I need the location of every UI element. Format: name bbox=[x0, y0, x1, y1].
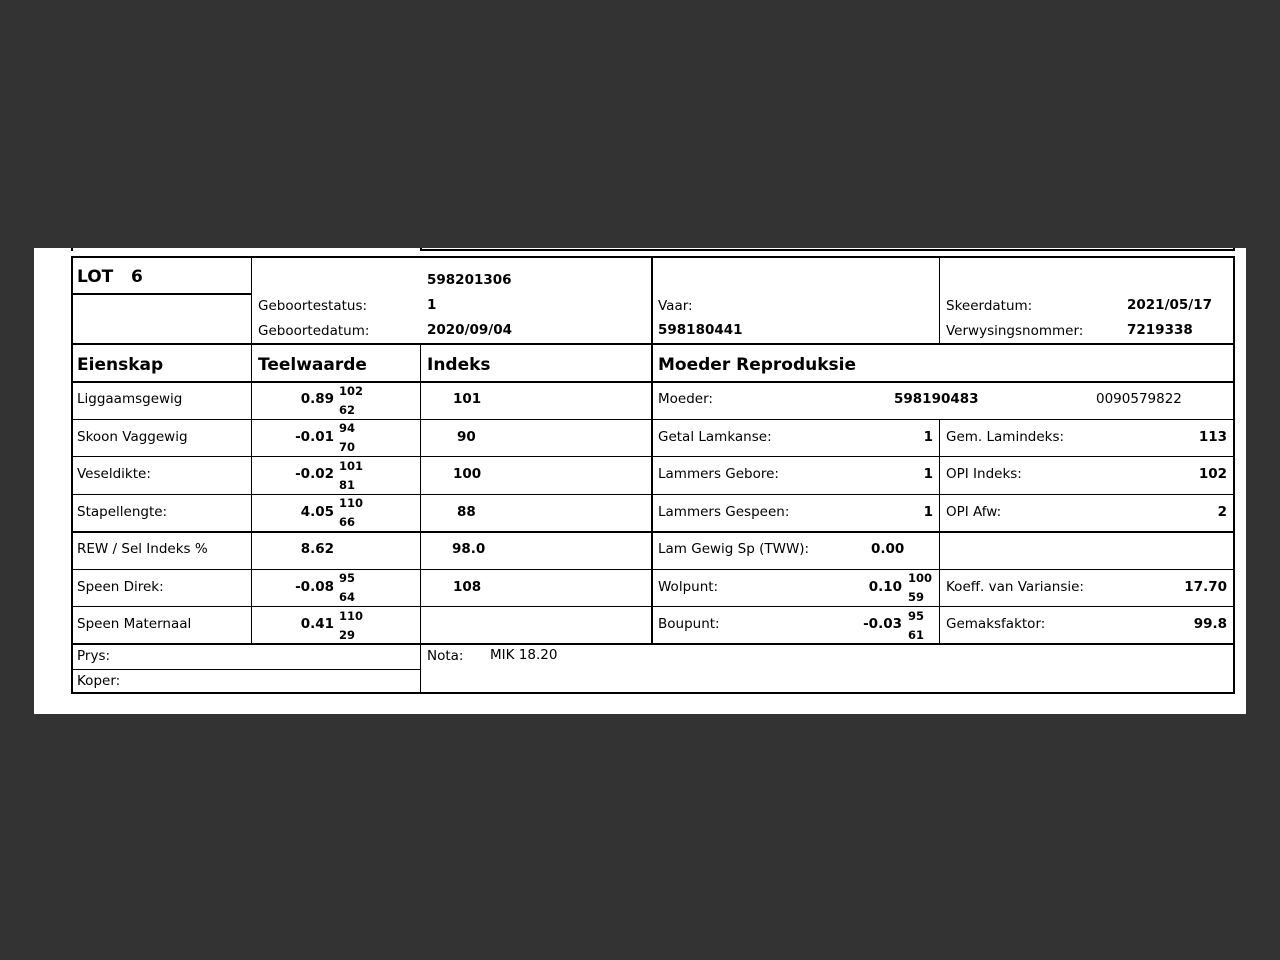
prev-card-border bbox=[420, 249, 1235, 251]
buyer-label: Koper: bbox=[77, 673, 121, 689]
sire-label: Vaar: bbox=[658, 298, 693, 314]
avg-lamb-index-value: 113 bbox=[1198, 429, 1227, 445]
reference-number-label: Verwysingsnommer: bbox=[946, 323, 1084, 339]
trait-value: 8.62 bbox=[300, 541, 334, 557]
row-line bbox=[71, 456, 1235, 457]
header-index: Indeks bbox=[427, 355, 491, 375]
trait-value: -0.02 bbox=[295, 466, 334, 482]
birth-status-label: Geboortestatus: bbox=[258, 298, 368, 314]
lamb-chances-label: Getal Lamkanse: bbox=[658, 429, 772, 445]
trait-accuracy-top: 94 bbox=[339, 421, 356, 435]
trait-name: Speen Direk: bbox=[77, 579, 164, 595]
auction-lot-card bbox=[34, 248, 1246, 714]
row-line bbox=[71, 381, 1235, 383]
trait-name: Skoon Vaggewig bbox=[77, 429, 188, 445]
lambs-weaned-value: 1 bbox=[923, 504, 933, 520]
trait-accuracy-top: 102 bbox=[339, 384, 364, 398]
trait-value: -0.01 bbox=[295, 429, 334, 445]
header-dam-reproduction: Moeder Reproduksie bbox=[658, 355, 857, 375]
opi-deviation-value: 2 bbox=[1217, 504, 1227, 520]
prev-card-border bbox=[71, 248, 73, 251]
build-score-value: -0.03 bbox=[863, 616, 902, 632]
reference-number-value: 7219338 bbox=[1127, 322, 1193, 338]
trait-accuracy-top: 101 bbox=[339, 459, 364, 473]
frame-left bbox=[71, 256, 73, 694]
birth-status-value: 1 bbox=[427, 297, 437, 313]
trait-accuracy-top: 110 bbox=[339, 496, 364, 510]
frame-bottom bbox=[71, 692, 1235, 694]
trait-accuracy-top: 110 bbox=[339, 609, 364, 623]
frame-top bbox=[71, 256, 1235, 258]
birth-date-label: Geboortedatum: bbox=[258, 323, 370, 339]
lot-number: 6 bbox=[131, 267, 143, 287]
build-accuracy-top: 95 bbox=[908, 609, 925, 623]
shearing-date-value: 2021/05/17 bbox=[1127, 297, 1213, 313]
lambs-weaned-label: Lammers Gespeen: bbox=[658, 504, 790, 520]
row-line bbox=[71, 494, 1235, 495]
lamb-weight-value: 0.00 bbox=[871, 541, 905, 557]
trait-value: 0.41 bbox=[300, 616, 334, 632]
opi-index-label: OPI Indeks: bbox=[946, 466, 1022, 482]
header-trait: Eienskap bbox=[77, 355, 164, 375]
row-line bbox=[71, 531, 1235, 533]
note-label: Nota: bbox=[427, 648, 464, 664]
trait-accuracy-bottom: 81 bbox=[339, 478, 356, 492]
dam-label: Moeder: bbox=[658, 391, 713, 407]
lambs-born-label: Lammers Gebore: bbox=[658, 466, 779, 482]
price-label: Prys: bbox=[77, 648, 111, 664]
trait-index: 108 bbox=[453, 579, 482, 595]
opi-deviation-label: OPI Afw: bbox=[946, 504, 1002, 520]
build-accuracy-bottom: 61 bbox=[908, 628, 925, 642]
wool-accuracy-bottom: 59 bbox=[908, 590, 925, 604]
trait-accuracy-bottom: 62 bbox=[339, 403, 356, 417]
trait-index: 90 bbox=[457, 429, 476, 445]
header-breeding-value: Teelwaarde bbox=[258, 355, 367, 375]
trait-index: 88 bbox=[457, 504, 476, 520]
trait-name: Stapellengte: bbox=[77, 504, 168, 520]
birth-date-value: 2020/09/04 bbox=[427, 322, 513, 338]
trait-name: Speen Maternaal bbox=[77, 616, 192, 632]
trait-value: 0.89 bbox=[300, 391, 334, 407]
opi-index-value: 102 bbox=[1198, 466, 1227, 482]
lot-box-border bbox=[71, 293, 251, 295]
trait-accuracy-bottom: 70 bbox=[339, 440, 356, 454]
row-line bbox=[71, 419, 1235, 420]
row-line bbox=[71, 606, 1235, 607]
divider bbox=[939, 256, 940, 344]
frame-right bbox=[1233, 256, 1235, 694]
trait-accuracy-top: 95 bbox=[339, 571, 356, 585]
dam-code: 0090579822 bbox=[1096, 391, 1182, 407]
lamb-weight-label: Lam Gewig Sp (TWW): bbox=[658, 541, 810, 557]
row-line bbox=[71, 669, 421, 670]
shearing-date-label: Skeerdatum: bbox=[946, 298, 1033, 314]
trait-index: 101 bbox=[453, 391, 482, 407]
trait-name: Liggaamsgewig bbox=[77, 391, 183, 407]
trait-index: 98.0 bbox=[452, 541, 486, 557]
trait-accuracy-bottom: 29 bbox=[339, 628, 356, 642]
divider bbox=[251, 256, 252, 644]
trait-index: 100 bbox=[453, 466, 482, 482]
avg-lamb-index-label: Gem. Lamindeks: bbox=[946, 429, 1065, 445]
divider bbox=[420, 343, 421, 694]
comfort-factor-value: 99.8 bbox=[1193, 616, 1227, 632]
trait-accuracy-bottom: 64 bbox=[339, 590, 356, 604]
trait-value: -0.08 bbox=[295, 579, 334, 595]
note-value: MIK 18.20 bbox=[490, 647, 558, 663]
wool-score-label: Wolpunt: bbox=[658, 579, 719, 595]
row-line bbox=[71, 343, 1235, 345]
variance-coefficient-label: Koeff. van Variansie: bbox=[946, 579, 1084, 595]
trait-value: 4.05 bbox=[300, 504, 334, 520]
wool-accuracy-top: 100 bbox=[908, 571, 933, 585]
lot-label: LOT bbox=[77, 267, 114, 287]
sire-id: 598180441 bbox=[658, 322, 743, 338]
build-score-label: Boupunt: bbox=[658, 616, 720, 632]
animal-id: 598201306 bbox=[427, 272, 512, 288]
trait-name: REW / Sel Indeks % bbox=[77, 541, 208, 557]
lamb-chances-value: 1 bbox=[923, 429, 933, 445]
trait-accuracy-bottom: 66 bbox=[339, 515, 356, 529]
variance-coefficient-value: 17.70 bbox=[1184, 579, 1227, 595]
comfort-factor-label: Gemaksfaktor: bbox=[946, 616, 1046, 632]
wool-score-value: 0.10 bbox=[868, 579, 902, 595]
lambs-born-value: 1 bbox=[923, 466, 933, 482]
trait-name: Veseldikte: bbox=[77, 466, 151, 482]
dam-id: 598190483 bbox=[894, 391, 979, 407]
row-line bbox=[71, 643, 1235, 645]
divider bbox=[651, 256, 653, 644]
row-line bbox=[71, 569, 1235, 570]
